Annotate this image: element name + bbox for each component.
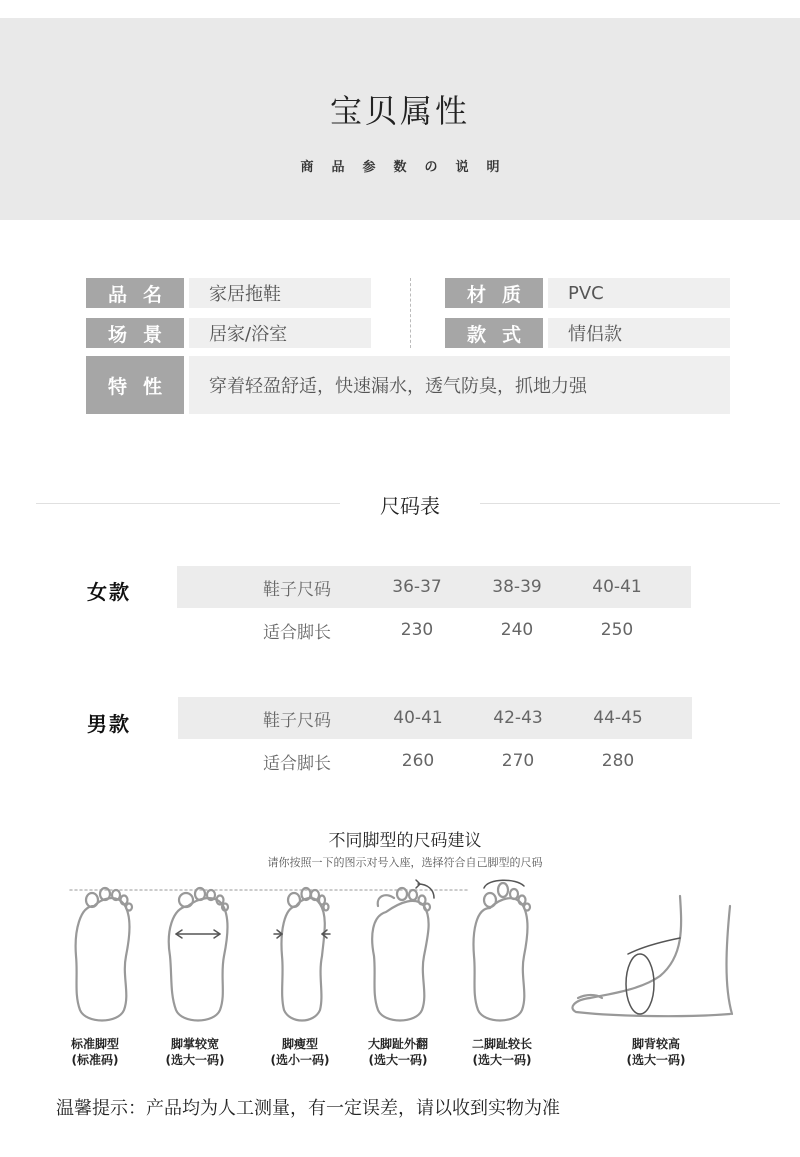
men-size-row <box>178 697 692 739</box>
header-banner <box>0 18 800 220</box>
foot-wide-icon <box>169 888 228 1021</box>
foot-slim-icon <box>274 888 330 1021</box>
foot-caption-bunion: 大脚趾外翻 (选大一码) <box>367 1037 428 1067</box>
foot-long-second-toe-icon <box>474 880 530 1020</box>
table-cell: 36-37 <box>392 577 442 597</box>
table-cell: 280 <box>601 751 635 771</box>
women-length-row <box>177 609 691 651</box>
style-value: 情侣款 <box>548 318 730 348</box>
foot-high-instep-icon <box>572 896 732 1016</box>
foot-standard-icon <box>76 888 132 1021</box>
feature-label: 特性 <box>86 356 184 414</box>
men-length-row <box>178 740 692 782</box>
table-cell: 40-41 <box>393 708 443 728</box>
name-label: 品名 <box>86 278 184 308</box>
table-cell: 适合脚长 <box>263 622 331 643</box>
women-label: 女款 <box>87 580 131 604</box>
table-cell: 适合脚长 <box>263 753 331 774</box>
women-size-row <box>177 566 691 608</box>
table-cell: 38-39 <box>492 577 542 597</box>
table-cell: 260 <box>401 751 435 771</box>
foot-caption-long-second-toe: 二脚趾较长 (选大一码) <box>471 1037 532 1067</box>
foot-guide-title: 不同脚型的尺码建议 <box>328 831 482 851</box>
foot-guide-subtitle: 请你按照一下的图示对号入座，选择符合自己脚型的尺码 <box>267 856 543 869</box>
foot-type-illustrations <box>0 876 800 1036</box>
style-label: 款式 <box>445 318 543 348</box>
table-cell: 40-41 <box>592 577 642 597</box>
table-cell: 250 <box>600 620 634 640</box>
table-cell: 230 <box>400 620 434 640</box>
table-cell: 鞋子尺码 <box>263 579 331 600</box>
foot-caption-wide: 脚掌较宽 (选大一码) <box>165 1037 225 1067</box>
foot-caption-high-instep: 脚背较高 (选大一码) <box>626 1037 686 1067</box>
foot-caption-standard: 标准脚型 (标准码) <box>70 1037 119 1067</box>
size-title-line-left <box>36 503 340 504</box>
table-cell: 44-45 <box>593 708 643 728</box>
table-cell: 240 <box>500 620 534 640</box>
name-value: 家居拖鞋 <box>189 278 371 308</box>
material-value: PVC <box>548 278 730 308</box>
material-label: 材质 <box>445 278 543 308</box>
men-label: 男款 <box>87 712 131 736</box>
foot-caption-slim: 脚瘦型 (选小一码) <box>270 1037 330 1067</box>
notice-text: 温馨提示：产品均为人工测量，有一定误差，请以收到实物为准 <box>56 1098 560 1119</box>
page-subtitle: 商品参数の说明 <box>300 160 518 175</box>
feature-value: 穿着轻盈舒适，快速漏水，透气防臭，抓地力强 <box>189 356 730 414</box>
foot-bunion-icon <box>372 880 434 1021</box>
scene-label: 场景 <box>86 318 184 348</box>
column-divider <box>410 278 411 348</box>
table-cell: 270 <box>501 751 535 771</box>
size-chart-title: 尺码表 <box>380 494 440 518</box>
page-title: 宝贝属性 <box>329 92 470 130</box>
table-cell: 42-43 <box>493 708 543 728</box>
size-title-line-right <box>480 503 780 504</box>
table-cell: 鞋子尺码 <box>263 710 331 731</box>
scene-value: 居家/浴室 <box>189 318 371 348</box>
